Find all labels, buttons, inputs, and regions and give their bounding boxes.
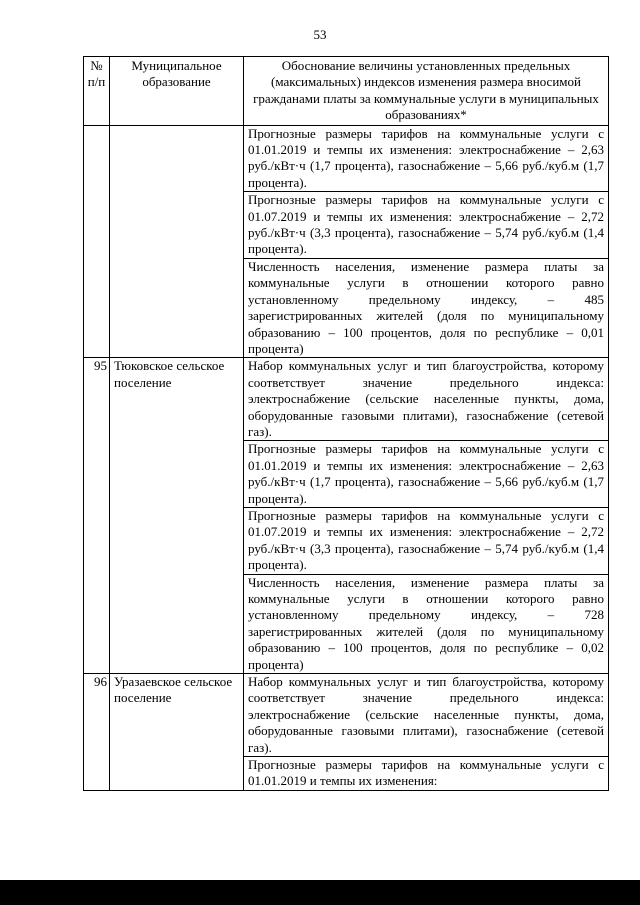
justification-paragraph: Набор коммунальных услуг и тип благоустройства, которому соответствует значение предельного индекса: электроснабжение (сельские населенные пункты, дома, оборудованные газовыми плитами), газоснабжение (сетевой газ). xyxy=(244,358,608,441)
justification-paragraph: Прогнозные размеры тарифов на коммунальные услуги с 01.01.2019 и темпы их изменения: электроснабжение – 2,63 руб./кВт·ч (1,7 процента), газоснабжение – 5,66 руб./куб.м (1,7 процента). xyxy=(244,126,608,193)
row-justification xyxy=(244,358,609,674)
scan-edge-bar xyxy=(0,880,640,905)
table-row xyxy=(84,674,609,791)
page-number: 53 xyxy=(313,27,327,42)
row-justification xyxy=(244,125,609,358)
table-row xyxy=(84,358,609,674)
table-row xyxy=(84,125,609,358)
row-number xyxy=(84,125,110,358)
row-municipality: Тюковское сельское поселение xyxy=(110,358,244,674)
row-municipality: Уразаевское сельское поселение xyxy=(110,674,244,791)
justification-paragraph: Численность населения, изменение размера платы за коммунальные услуги в отношении которого равно установленному предельному индексу, – 728 зарегистрированных жителей (доля по муниципальному образованию – 100 процентов, доля по республике – 0,02 процента) xyxy=(248,574,604,672)
header-justification: Обоснование величины установленных предельных (максимальных) индексов изменения размера вносимой гражданами платы за коммунальные услуги в муниципальных образованиях* xyxy=(244,57,609,126)
justification-paragraph: Набор коммунальных услуг и тип благоустройства, которому соответствует значение предельного индекса: электроснабжение (сельские населенные пункты, дома, оборудованные газовыми плитами), газоснабжение (сетевой газ). xyxy=(244,674,608,757)
row-number: 96 xyxy=(84,674,110,791)
justification-paragraph: Прогнозные размеры тарифов на коммунальные услуги с 01.01.2019 и темпы их изменения: xyxy=(248,757,604,789)
row-number: 95 xyxy=(84,358,110,674)
header-municipality: Муниципальное образование xyxy=(110,57,244,126)
justification-paragraph: Прогнозные размеры тарифов на коммунальные услуги с 01.07.2019 и темпы их изменения: электроснабжение – 2,72 руб./кВт·ч (3,3 процента), газоснабжение – 5,74 руб./куб.м (1,4 процента). xyxy=(244,192,608,259)
row-justification xyxy=(244,674,609,791)
justification-paragraph: Численность населения, изменение размера платы за коммунальные услуги в отношении которого равно установленному предельному индексу, – 485 зарегистрированных жителей (доля по муниципальному образованию – 100 процентов, доля по республике – 0,01 процента) xyxy=(248,258,604,356)
justification-paragraph: Прогнозные размеры тарифов на коммунальные услуги с 01.01.2019 и темпы их изменения: электроснабжение – 2,63 руб./кВт·ч (1,7 процента), газоснабжение – 5,66 руб./куб.м (1,7 процента). xyxy=(244,441,608,508)
tariff-table xyxy=(83,56,609,791)
row-municipality xyxy=(110,125,244,358)
table-header-row xyxy=(84,57,609,126)
header-num: № п/п xyxy=(84,57,110,126)
justification-paragraph: Прогнозные размеры тарифов на коммунальные услуги с 01.07.2019 и темпы их изменения: электроснабжение – 2,72 руб./кВт·ч (3,3 процента), газоснабжение – 5,74 руб./куб.м (1,4 процента). xyxy=(244,508,608,575)
